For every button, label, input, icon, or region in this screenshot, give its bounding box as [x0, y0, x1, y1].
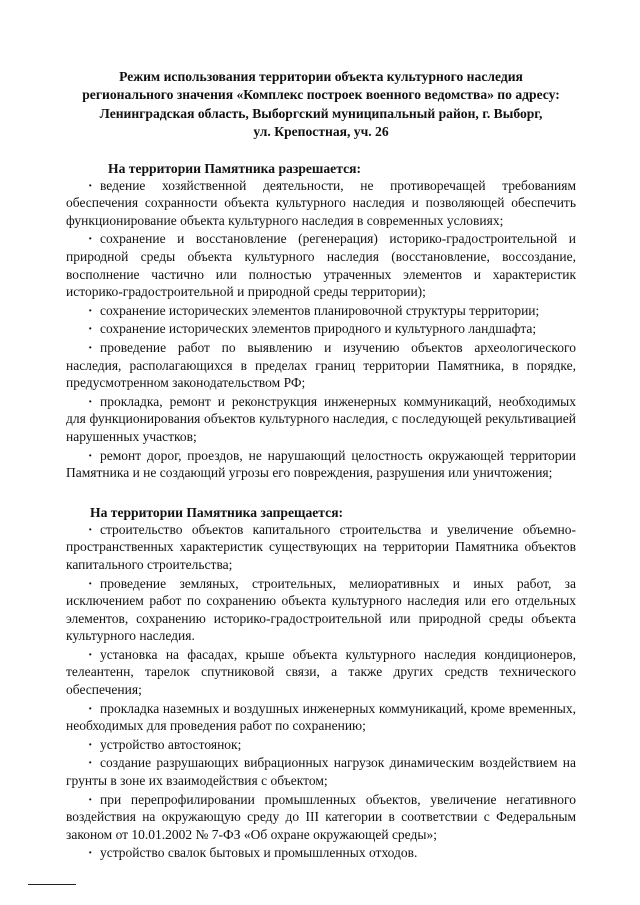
- bullet-icon: ·: [88, 575, 93, 591]
- prohibited-item: [66, 844, 576, 862]
- document-title: [66, 68, 576, 142]
- allowed-item: [66, 320, 576, 338]
- prohibited-item-text: прокладка наземных и воздушных инженерных коммуникаций, кроме временных, необходимых для проведения работ по сохранению;: [66, 700, 576, 734]
- allowed-item: [66, 177, 576, 230]
- bullet-icon: ·: [88, 845, 93, 861]
- allowed-item-text: прокладка, ремонт и реконструкция инженерных коммуникаций, необходимых для функционирования объектов культурного наследия, с последующей рекультивацией нарушенных участков;: [66, 393, 576, 444]
- allowed-heading: На территории Памятника разрешается:: [108, 160, 361, 176]
- bullet-icon: ·: [88, 339, 93, 355]
- bullet-icon: ·: [88, 700, 93, 716]
- prohibited-item: [66, 736, 576, 754]
- prohibited-list: [66, 521, 576, 862]
- allowed-item-text: сохранение исторических элементов природного и культурного ландшафта;: [100, 321, 537, 337]
- bullet-icon: ·: [88, 447, 93, 463]
- bullet-icon: ·: [88, 302, 93, 318]
- bullet-icon: ·: [88, 177, 93, 193]
- allowed-item-text: сохранение исторических элементов планировочной структуры территории;: [100, 302, 540, 318]
- bullet-icon: ·: [88, 791, 93, 807]
- title-line-4: ул. Крепостная, уч. 26: [253, 124, 389, 140]
- footnote-separator: [28, 884, 76, 885]
- allowed-item: [66, 302, 576, 320]
- title-line-3: Ленинградская область, Выборгский муниципальный район, г. Выборг,: [99, 105, 543, 121]
- prohibited-item-text: устройство автостоянок;: [100, 736, 242, 752]
- allowed-item: [66, 447, 576, 482]
- prohibited-item-text: проведение земляных, строительных, мелиоративных и иных работ, за исключением работ по сохранению объекта культурного наследия или его отдельных элементов, сохранению историко-градостроительной или природной среды объекта культурного наследия.: [66, 575, 576, 644]
- allowed-item-text: проведение работ по выявлению и изучению объектов археологического наследия, располагающихся в пределах границ территории Памятника, в порядке, предусмотренном законодательством РФ;: [66, 339, 576, 391]
- bullet-icon: ·: [88, 231, 93, 247]
- prohibited-heading: На территории Памятника запрещается:: [90, 504, 344, 520]
- allowed-list: [66, 177, 576, 482]
- prohibited-item: [66, 754, 576, 789]
- allowed-item-text: ремонт дорог, проездов, не нарушающий целостность окружающей территории Памятника и не создающий угрозы его повреждения, разрушения или уничтожения;: [66, 447, 576, 481]
- prohibited-item-text: устройство свалок бытовых и промышленных отходов.: [100, 845, 418, 861]
- prohibited-item-text: при перепрофилировании промышленных объектов, увеличение негативного воздействия на окружающую среду до III категории в соответствии с Федеральным законом от 10.01.2002 № 7-ФЗ «Об охране окружающей среды»;: [66, 791, 576, 842]
- prohibited-item-text: установка на фасадах, крыше объекта культурного наследия кондиционеров, телеантенн, тарелок спутниковой связи, а также других средств технического обеспечения;: [66, 646, 576, 698]
- prohibited-item: [66, 791, 576, 844]
- prohibited-item: [66, 700, 576, 735]
- allowed-item: [66, 393, 576, 446]
- prohibited-item: [66, 575, 576, 645]
- title-line-2: регионального значения «Комплекс построек военного ведомства» по адресу:: [82, 87, 560, 103]
- allowed-item: [66, 230, 576, 300]
- prohibited-item: [66, 521, 576, 574]
- title-line-1: Режим использования территории объекта культурного наследия: [119, 69, 523, 84]
- bullet-icon: ·: [88, 321, 93, 337]
- allowed-item-text: сохранение и восстановление (регенерация) историко-градостроительной и природной среды объекта культурного наследия (восстановление, воссоздание, восполнение частично или полностью утраченных элементов и характеристик историко-градостроительной и природной среды территории);: [66, 231, 576, 300]
- prohibited-item: [66, 646, 576, 699]
- allowed-item: [66, 339, 576, 392]
- prohibited-item-text: строительство объектов капитального строительства и увеличение объемно-пространственных характеристик существующих на территории Памятника объектов капитального строительства;: [66, 521, 576, 572]
- bullet-icon: ·: [88, 755, 93, 771]
- allowed-item-text: ведение хозяйственной деятельности, не противоречащей требованиям обеспечения сохранности объекта культурного наследия и позволяющей обеспечить функционирование объекта культурного наследия в современных условиях;: [66, 177, 576, 228]
- prohibited-item-text: создание разрушающих вибрационных нагрузок динамическим воздействием на грунты в зоне их взаимодействия с объектом;: [66, 755, 576, 789]
- bullet-icon: ·: [88, 736, 93, 752]
- bullet-icon: ·: [88, 393, 93, 409]
- document-page: [66, 68, 576, 863]
- bullet-icon: ·: [88, 521, 93, 537]
- bullet-icon: ·: [88, 646, 93, 662]
